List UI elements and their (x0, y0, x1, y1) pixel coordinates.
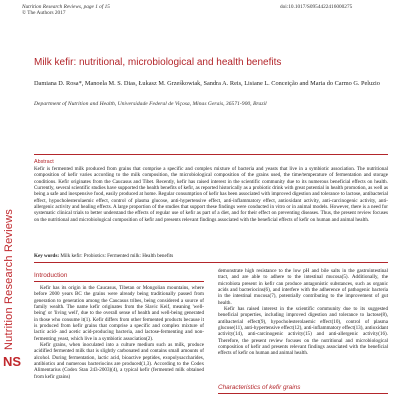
kefir-grains-heading: Characteristics of kefir grains (218, 384, 301, 391)
left-column (34, 285, 204, 397)
copyright-line: © The Authors 2017 (22, 10, 66, 17)
introduction-rule (34, 281, 204, 282)
intro-paragraph-2: Kefir grains, when inoculated into a culture medium such as milk, produce acidified fermented milk that is slightly carbonated and contains small amounts of alcohol. During fermentation, lactic acid, bioactive peptides, exopolysaccharides, antibiotics and numerous bacteriocins are produced(1,3). According to the Codex Alimentarius (Codex Stan 243-2003)(4), a typical kefir (fermented milk obtained from kefir grains) (34, 342, 204, 380)
abstract-bottom-rule (34, 262, 388, 263)
kefir-grains-rule (218, 393, 388, 394)
doi: doi:10.1017/S0954422416000275 (280, 4, 353, 10)
author-list: Damiana D. Rosa*, Manoela M. S. Dias, Łukasz M. Grześkowiak, Sandra A. Reis, Lisiane L. Conceição and Maria do Carmo G. Peluzio (34, 80, 380, 87)
abstract-heading: Abstract (34, 159, 54, 165)
abstract-top-rule (34, 154, 388, 155)
keywords-text: Milk kefir: Probiotics: Fermented milk: Health benefits (60, 253, 174, 259)
article-title: Milk kefir: nutritional, microbiological and health benefits (34, 57, 282, 68)
introduction-heading: Introduction (34, 272, 68, 279)
keywords (34, 253, 388, 259)
intro-paragraph-1: Kefir has its origin in the Caucasus, Tibetan or Mongolian mountains, where before 2000 years BC the grains were already being traditionally passed from generation to generation among the Caucasus tribes, being considered a source of family wealth. The name kefir originates from the Slavic Keif, meaning 'well-being' or 'living well', due to the overall sense of health and well-being generated in those who consume it(1). Kefir differs from other fermented products because it is produced from kefir grains that comprise a specific and complex mixture of lactic acid- and acetic acid-producing bacteria, and lactose-fermenting and non-fermenting yeast, which live in a symbiotic association(2). (34, 285, 204, 342)
journal-header (22, 4, 353, 17)
ns-logo: NS (3, 354, 22, 369)
journal-sidebar (0, 150, 22, 400)
abstract-text: Kefir is fermented milk produced from grains that comprise a specific and complex mixture of bacteria and yeasts that live in a symbiotic association. The nutritional composition of kefir varies according to the milk composition, the microbiological composition of the grains used, the time/temperature of fermentation and storage conditions. Kefir originates from the Caucasus and Tibet. Recently, kefir has raised interest in the scientific community due to its numerous beneficial effects on health. Currently, several scientific studies have supported the health benefits of kefir, as reported historically as a probiotic drink with great potential in health promotion, as well as being a safe and inexpensive food, easily produced at home. Regular consumption of kefir has been associated with improved digestion and tolerance to lactose, antibacterial effect, hypocholesterolaemic effect, control of plasma glucose, anti-hypertensive effect, anti-inflammatory effect, antioxidant activity, anti-carcinogenic activity, anti-allergenic activity and healing effects. A large proportion of the studies that support these findings were conducted in vitro or in animal models. However, there is a need for systematic clinical trials to better understand the effects of regular use of kefir as part of a diet, and for their effect on preventing diseases. Thus, the present review focuses on the nutritional and microbiological composition of kefir and presents relevant findings associated with the beneficial effects of kefir on human and animal health. (34, 166, 388, 223)
right-paragraph-2: Kefir has raised interest in the scientific community due to its suggested beneficial properties, including improved digestion and tolerance to lactose(8), antibacterial effect(9), hypocholesterolaemic effect(10), control of plasma glucose(11), anti-hypertensive effect(12), anti-inflammatory effect(13), antioxidant activity(14), anti-carcinogenic activity(15) and anti-allergenic activity(16). Therefore, the present review focuses on the nutritional and microbiological composition of kefir and presents relevant findings associated with the beneficial effects of kefir on human and animal health. (218, 306, 388, 357)
sidebar-journal-name: Nutrition Research Reviews (3, 209, 15, 350)
right-column (218, 268, 388, 368)
journal-line: Nutrition Research Reviews, page 1 of 15 (22, 4, 110, 10)
keywords-label: Key words: (34, 253, 60, 259)
right-paragraph-1: demonstrate high resistance to the low pH and bile salts in the gastrointestinal tract, and are able to adhere to the intestinal mucosa(5). Additionally, the microbiota present in kefir can produce antagonistic substances, such as organic acids and bacteriocins(6), and interfere with the adherence of pathogenic bacteria in the intestinal mucosa(7), potentially contributing to the improvement of gut health. (218, 268, 388, 306)
affiliation: Department of Nutrition and Health, Universidade Federal de Viçosa, Minas Gerais, 36571-900, Brazil (34, 101, 267, 107)
